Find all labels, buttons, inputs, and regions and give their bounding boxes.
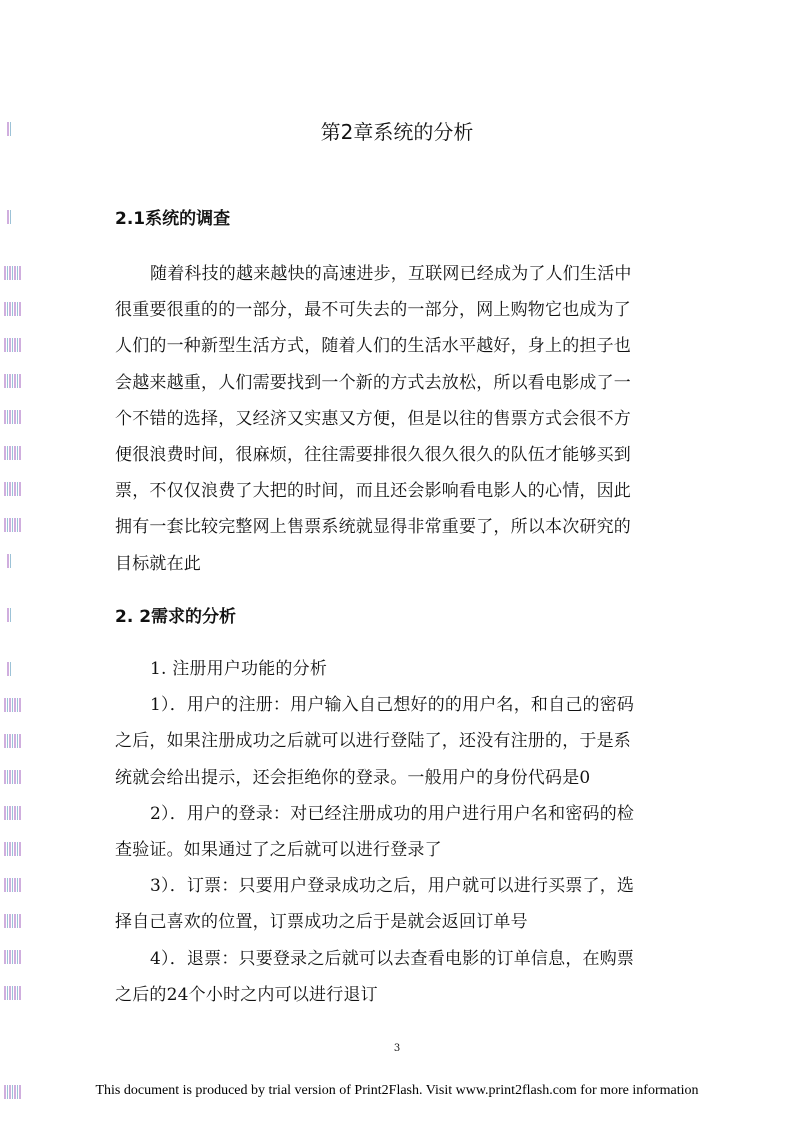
body-line: 之后，如果注册成功之后就可以进行登陆了，还没有注册的，于是系 <box>115 731 631 752</box>
margin-artifact <box>4 338 22 352</box>
margin-artifact <box>4 266 22 280</box>
margin-artifact <box>4 446 22 460</box>
margin-artifact <box>4 842 22 856</box>
margin-artifact <box>4 482 22 496</box>
margin-artifact <box>7 662 11 676</box>
margin-artifact <box>4 698 22 712</box>
body-line: 会越来越重，人们需要找到一个新的方式去放松，所以看电影成了一 <box>115 372 631 393</box>
margin-artifact <box>4 302 22 316</box>
list-heading: 1. 注册用户功能的分析 <box>150 659 328 679</box>
section-2-body <box>115 651 680 1013</box>
body-line: 拥有一套比较完整网上售票系统就显得非常重要了，所以本次研究的 <box>115 517 631 538</box>
body-line: 3）．订票：只要用户登录成功之后，用户就可以进行买票了，选 <box>150 876 635 897</box>
margin-artifact <box>4 374 22 388</box>
body-line: 目标就在此 <box>115 553 201 574</box>
body-line: 择自己喜欢的位置，订票成功之后于是就会返回订单号 <box>115 912 528 933</box>
body-line: 2）．用户的登录：对已经注册成功的用户进行用户名和密码的检 <box>150 803 635 824</box>
margin-artifact <box>7 122 11 136</box>
body-line: 统就会给出提示，还会拒绝你的登录。一般用户的身份代码是0 <box>115 767 591 788</box>
margin-artifact <box>4 1085 22 1099</box>
body-line: 便很浪费时间，很麻烦，往往需要排很久很久很久的队伍才能够买到 <box>115 444 631 465</box>
body-line: 票，不仅仅浪费了大把的时间，而且还会影响看电影人的心情，因此 <box>115 481 631 502</box>
body-line: 1）．用户的注册：用户输入自己想好的的用户名，和自己的密码 <box>150 695 635 716</box>
margin-artifact <box>4 410 22 424</box>
margin-artifact <box>4 878 22 892</box>
margin-artifact <box>4 734 22 748</box>
trial-watermark-footer: This document is produced by trial version of Print2Flash. Visit www.print2flash.com for more information <box>95 1083 699 1098</box>
margin-artifact <box>7 210 11 224</box>
margin-artifact <box>4 950 22 964</box>
section-heading-requirements: 2. 2需求的分析 <box>115 607 237 627</box>
body-line: 很重要很重的的一部分，最不可失去的一部分，网上购物它也成为了 <box>115 300 631 321</box>
body-line: 4）．退票：只要登录之后就可以去查看电影的订单信息，在购票 <box>150 948 635 969</box>
body-line: 随着科技的越来越快的高速进步，互联网已经成为了人们生活中 <box>150 264 632 284</box>
margin-artifact <box>4 770 22 784</box>
margin-artifact <box>4 806 22 820</box>
body-line: 查验证。如果通过了之后就可以进行登录了 <box>115 839 442 860</box>
section-heading-survey: 2.1系统的调查 <box>115 209 231 229</box>
section-1-body <box>115 256 680 582</box>
margin-artifact <box>7 554 11 568</box>
body-line: 人们的一种新型生活方式，随着人们的生活水平越好，身上的担子也 <box>115 336 631 357</box>
body-line: 个不错的选择，又经济又实惠又方便，但是以往的售票方式会很不方 <box>115 408 631 429</box>
margin-artifact <box>4 914 22 928</box>
margin-artifact <box>4 518 22 532</box>
page-number: 3 <box>393 1043 401 1054</box>
chapter-title: 第2章系统的分析 <box>320 120 474 144</box>
body-line: 之后的24个小时之内可以进行退订 <box>115 984 378 1005</box>
margin-artifact <box>7 608 11 622</box>
margin-artifact <box>4 986 22 1000</box>
